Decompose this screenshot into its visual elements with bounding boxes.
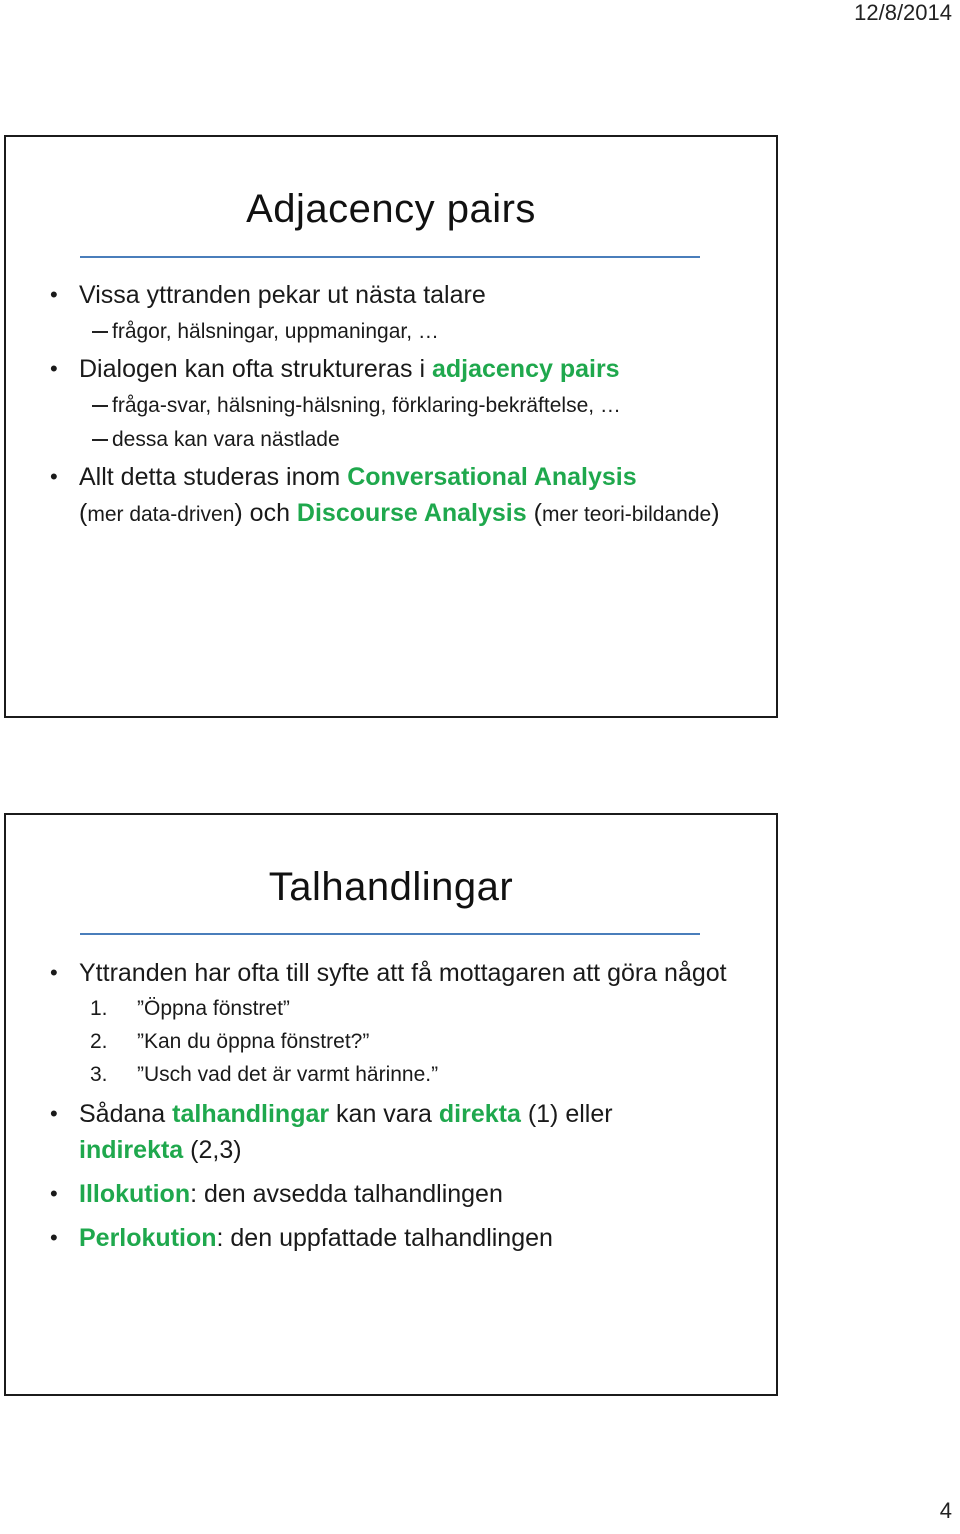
sub-bullet-item [6,425,756,455]
slide-adjacency-pairs [4,135,778,718]
paren-text: ) och [234,499,297,527]
bullet-icon: • [50,1225,58,1250]
paren-text: ( [526,499,542,527]
bullet-icon: • [50,1181,58,1206]
dash-icon [92,439,108,441]
bullet-icon: • [50,464,58,489]
sub-bullet-item [6,391,756,421]
bullet-text: (1) eller [520,1100,613,1128]
bullet-icon: • [50,356,58,381]
item-number: 2. [90,1030,108,1053]
slide-title: Adjacency pairs [246,187,536,231]
highlight-term: talhandlingar [172,1100,330,1128]
page-number: 4 [939,1498,952,1523]
item-number: 3. [90,1063,108,1086]
bullet-item [6,1220,756,1256]
header-date: 12/8/2014 [854,0,952,25]
highlight-term: direkta [438,1100,521,1128]
sub-bullet-text: frågor, hälsningar, uppmaningar, … [112,320,439,343]
small-note: mer data-driven [87,503,235,526]
bullet-item [6,351,756,387]
slide-content [6,277,756,533]
bullet-text: Yttranden har ofta till syfte att få mottagaren att göra något [79,959,727,987]
bullet-item [6,459,756,533]
paren-text: ) [711,499,720,527]
sub-bullet-item [6,317,756,347]
bullet-item [6,1176,756,1212]
bullet-icon: • [50,960,58,985]
slide-talhandlingar [4,813,778,1396]
bullet-item [6,955,756,991]
item-number: 1. [90,997,108,1020]
bullet-text: kan vara [329,1100,439,1128]
highlight-term: Conversational Analysis [347,463,637,491]
bullet-icon: • [50,1101,58,1126]
highlight-term: adjacency pairs [431,355,620,383]
dash-icon [92,405,108,407]
numbered-item [6,994,756,1024]
bullet-text: Vissa yttranden pekar ut nästa talare [79,281,486,309]
bullet-text: Allt detta studeras inom [79,463,348,491]
highlight-term: Perlokution [79,1224,217,1252]
highlight-term: indirekta [79,1136,184,1164]
highlight-term: Illokution [79,1180,191,1208]
bullet-text: : den uppfattade talhandlingen [216,1224,553,1252]
paren-text: ( [79,499,88,527]
bullet-text: Sådana [79,1100,173,1128]
slide-title: Talhandlingar [268,865,514,909]
item-text: ”Kan du öppna fönstret?” [137,1030,370,1053]
item-text: ”Usch vad det är varmt härinne.” [137,1063,439,1086]
slide-content [6,955,756,1256]
dash-icon [92,331,108,333]
sub-bullet-text: fråga-svar, hälsning-hälsning, förklaring-bekräftelse, … [112,394,621,417]
numbered-item [6,1060,756,1090]
bullet-item [6,1096,756,1168]
numbered-item [6,1027,756,1057]
bullet-text: : den avsedda talhandlingen [190,1180,503,1208]
sub-bullet-text: dessa kan vara nästlade [112,428,340,451]
item-text: ”Öppna fönstret” [137,997,290,1020]
title-underline [80,256,700,258]
bullet-icon: • [50,282,58,307]
small-note: mer teori-bildande [541,503,712,526]
highlight-term: Discourse Analysis [296,499,527,527]
bullet-text: (2,3) [183,1136,242,1164]
bullet-text: Dialogen kan ofta struktureras i [79,355,432,383]
title-underline [80,933,700,935]
bullet-item [6,277,756,313]
